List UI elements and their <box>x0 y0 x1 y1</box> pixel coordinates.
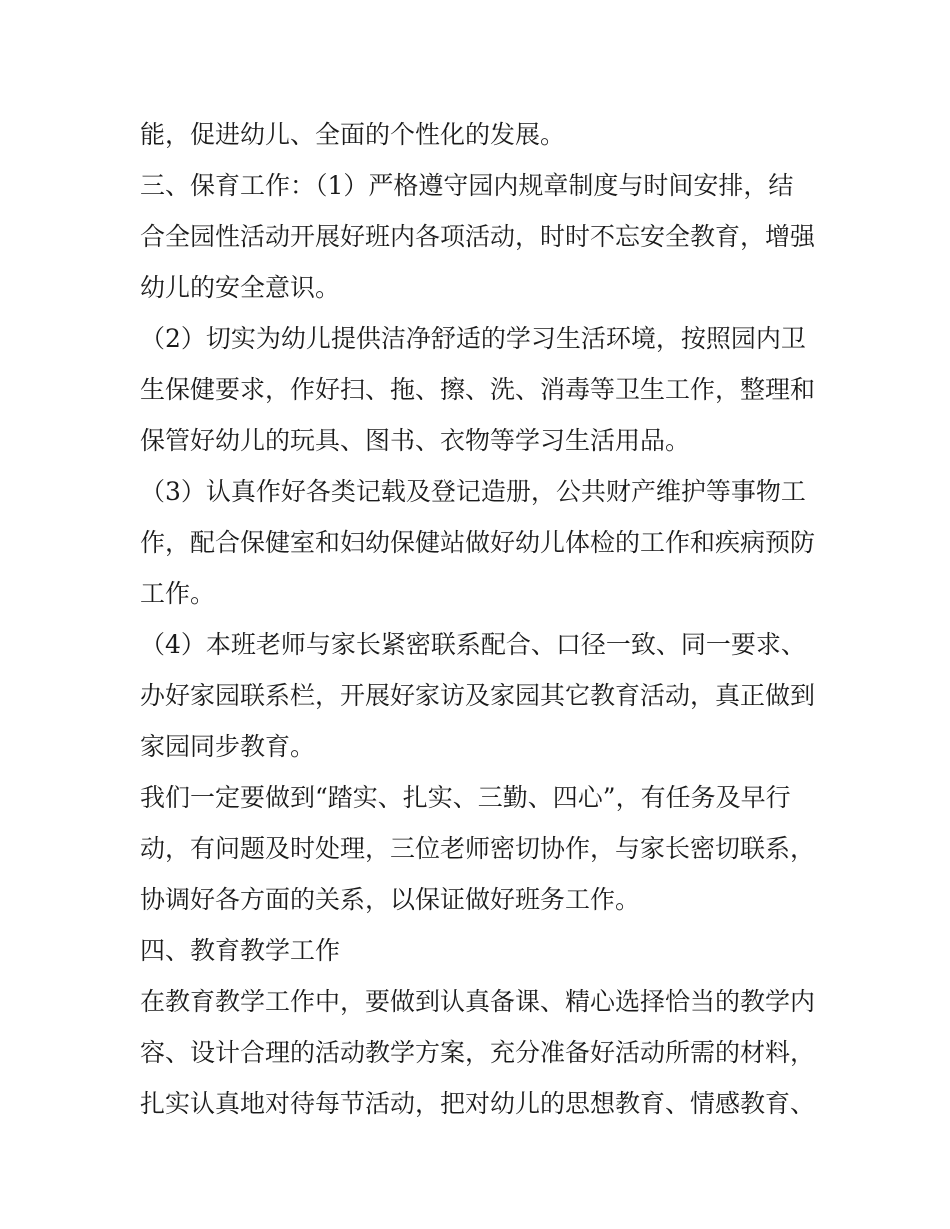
text-line: 工作。 <box>140 579 216 608</box>
text-line: 容、设计合理的活动教学方案，充分准备好活动所需的材料， <box>140 1038 816 1067</box>
text-line: 在教育教学工作中，要做到认真备课、精心选择恰当的教学内 <box>140 987 816 1016</box>
document-body <box>140 109 830 1129</box>
text-line: 保管好幼儿的玩具、图书、衣物等学习生活用品。 <box>140 426 691 455</box>
text-line: （3）认真作好各类记载及登记造册，公共财产维护等事物工 <box>140 477 806 506</box>
text-line: 动，有问题及时处理，三位老师密切协作，与家长密切联系， <box>140 834 816 863</box>
text-line: 能，促进幼儿、全面的个性化的发展。 <box>140 120 566 149</box>
text-line: （2）切实为幼儿提供洁净舒适的学习生活环境，按照园内卫 <box>140 324 806 353</box>
text-line: 家园同步教育。 <box>140 732 316 761</box>
text-line: 我们一定要做到“踏实、扎实、三勤、四心”，有任务及早行 <box>140 783 791 812</box>
text-line: 协调好各方面的关系，以保证做好班务工作。 <box>140 885 641 914</box>
text-line: 三、保育工作：（1）严格遵守园内规章制度与时间安排，结 <box>140 171 794 200</box>
text-line: 合全园性活动开展好班内各项活动，时时不忘安全教育，增强 <box>140 222 816 251</box>
text-line: 办好家园联系栏，开展好家访及家园其它教育活动，真正做到 <box>140 681 816 710</box>
text-line: （4）本班老师与家长紧密联系配合、口径一致、同一要求、 <box>140 630 806 659</box>
section-heading: 四、教育教学工作 <box>140 936 341 965</box>
text-line: 扎实认真地对待每节活动，把对幼儿的思想教育、情感教育、 <box>140 1089 816 1118</box>
text-line: 幼儿的安全意识。 <box>140 273 341 302</box>
text-line: 作，配合保健室和妇幼保健站做好幼儿体检的工作和疾病预防 <box>140 528 816 557</box>
text-line: 生保健要求，作好扫、拖、擦、洗、消毒等卫生工作，整理和 <box>140 375 816 404</box>
